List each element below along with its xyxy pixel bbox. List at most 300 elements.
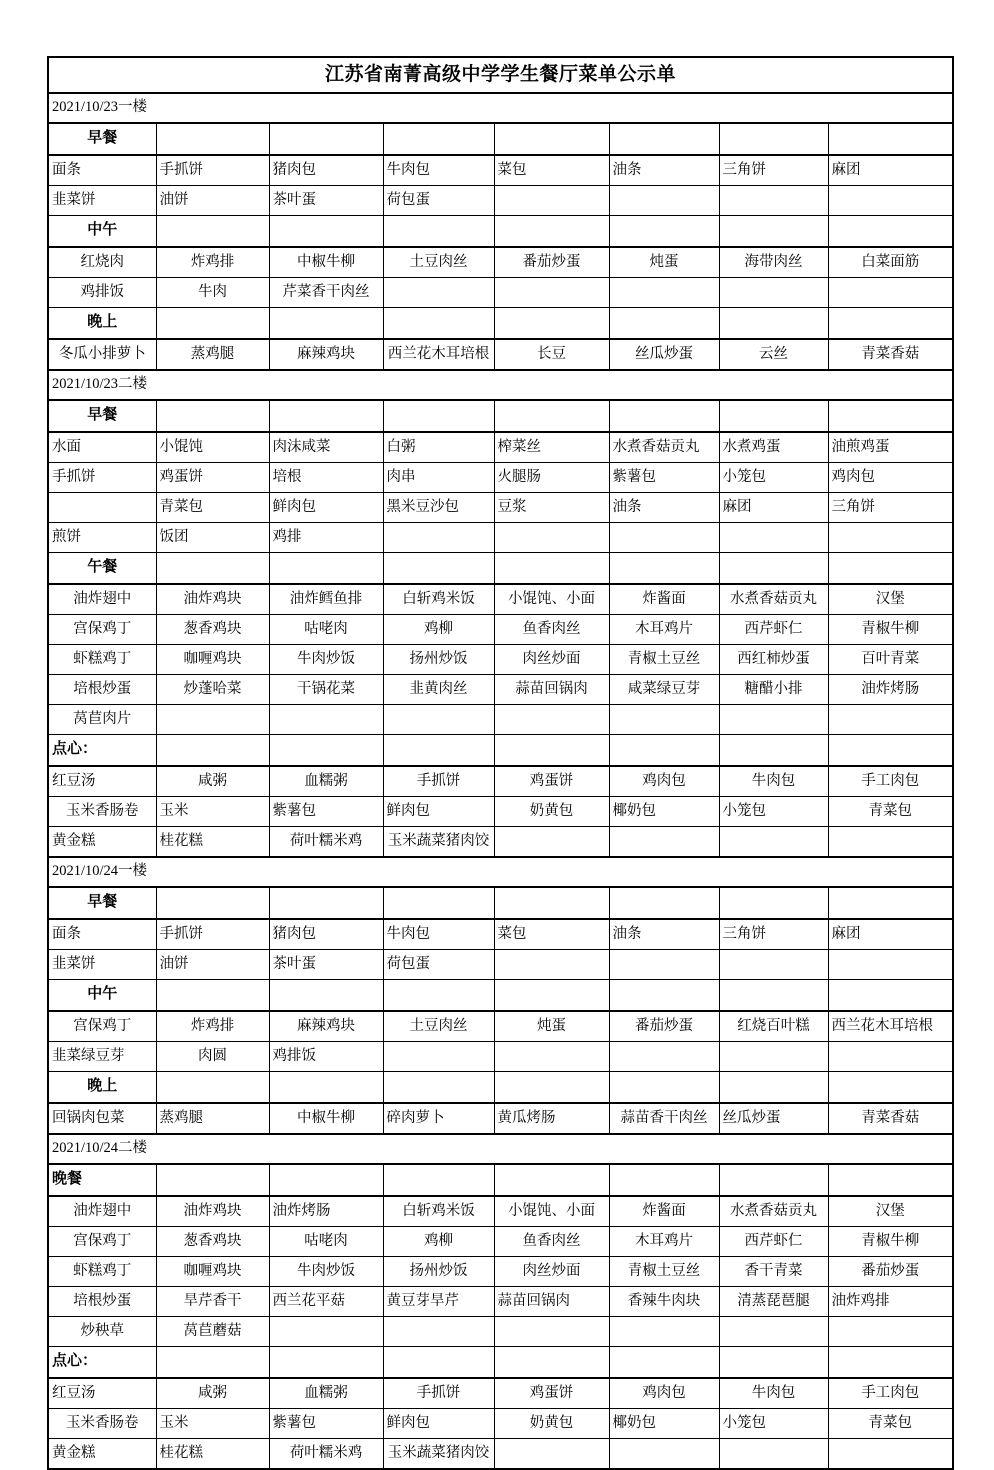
dish-cell: 玉米 (156, 797, 269, 827)
dish-cell: 青椒牛柳 (828, 615, 953, 645)
dish-cell: 西兰花木耳培根 (383, 339, 494, 370)
dish-cell: 油条 (609, 155, 719, 186)
dish-cell: 长豆 (494, 339, 609, 370)
meal-header-spacer (156, 1072, 269, 1104)
dish-cell: 蒸鸡腿 (156, 1103, 269, 1134)
dish-cell: 土豆肉丝 (383, 1011, 494, 1042)
meal-header-row (48, 1347, 953, 1379)
dish-cell: 肉沫咸菜 (269, 432, 383, 463)
meal-header-spacer (828, 1072, 953, 1104)
dish-cell: 培根 (269, 463, 383, 493)
dish-row (48, 1378, 953, 1409)
dish-row (48, 1409, 953, 1439)
meal-header-spacer (383, 553, 494, 585)
dish-cell-empty (383, 278, 494, 308)
dish-cell: 紫薯包 (269, 797, 383, 827)
dish-cell: 青菜香菇 (828, 1103, 953, 1134)
dish-cell-empty (269, 1317, 383, 1347)
dish-cell-empty (609, 278, 719, 308)
date-floor-label: 2021/10/24一楼 (48, 857, 953, 887)
meal-header-spacer (156, 735, 269, 767)
dish-cell: 清蒸琵琶腿 (719, 1287, 828, 1317)
dish-cell: 青菜包 (828, 797, 953, 827)
dish-cell: 小馄饨、小面 (494, 584, 609, 615)
meal-header-spacer (269, 887, 383, 919)
meal-header-row (48, 735, 953, 767)
dish-cell-empty (48, 493, 156, 523)
dish-cell: 鸡排饭 (269, 1042, 383, 1072)
dish-cell: 奶黄包 (494, 797, 609, 827)
dish-cell: 茶叶蛋 (269, 186, 383, 216)
dish-cell: 鲜肉包 (383, 797, 494, 827)
dish-row (48, 155, 953, 186)
dish-cell: 西芹虾仁 (719, 1227, 828, 1257)
dish-cell: 白菜面筋 (828, 247, 953, 278)
meal-label: 晚餐 (48, 1164, 156, 1196)
dish-cell: 饭团 (156, 523, 269, 553)
dish-row (48, 432, 953, 463)
dish-cell: 鲜肉包 (269, 493, 383, 523)
meal-header-spacer (828, 216, 953, 248)
meal-header-spacer (719, 308, 828, 340)
dish-cell: 煎饼 (48, 523, 156, 553)
meal-header-spacer (494, 1072, 609, 1104)
dish-cell: 油炸烤肠 (828, 675, 953, 705)
dish-cell: 咸粥 (156, 766, 269, 797)
date-row (48, 370, 953, 400)
dish-cell: 西兰花平菇 (269, 1287, 383, 1317)
dish-cell: 油条 (609, 919, 719, 950)
meal-header-spacer (156, 216, 269, 248)
meal-label: 早餐 (48, 400, 156, 432)
meal-header-row (48, 887, 953, 919)
dish-cell-empty (609, 1439, 719, 1470)
meal-header-spacer (609, 308, 719, 340)
dish-cell: 咖喱鸡块 (156, 1257, 269, 1287)
dish-cell-empty (269, 705, 383, 735)
date-floor-label: 2021/10/24二楼 (48, 1134, 953, 1164)
meal-header-spacer (828, 980, 953, 1012)
meal-header-spacer (719, 123, 828, 155)
meal-header-spacer (269, 735, 383, 767)
meal-header-spacer (383, 887, 494, 919)
dish-cell: 荷包蛋 (383, 950, 494, 980)
dish-cell: 咸粥 (156, 1378, 269, 1409)
dish-row (48, 950, 953, 980)
dish-cell: 玉米蔬菜猪肉饺 (383, 1439, 494, 1470)
dish-row (48, 919, 953, 950)
dish-cell: 面条 (48, 919, 156, 950)
meal-header-spacer (609, 216, 719, 248)
dish-cell-empty (828, 278, 953, 308)
dish-cell: 回锅肉包菜 (48, 1103, 156, 1134)
dish-cell: 丝瓜炒蛋 (719, 1103, 828, 1134)
dish-cell: 油煎鸡蛋 (828, 432, 953, 463)
dish-row (48, 463, 953, 493)
dish-cell: 芹菜香干肉丝 (269, 278, 383, 308)
dish-cell: 蒜苗香干肉丝 (609, 1103, 719, 1134)
dish-cell: 小馄饨、小面 (494, 1196, 609, 1227)
dish-cell: 鸡柳 (383, 1227, 494, 1257)
meal-header-spacer (494, 735, 609, 767)
meal-header-spacer (609, 123, 719, 155)
meal-header-spacer (269, 400, 383, 432)
dish-cell-empty (719, 705, 828, 735)
meal-header-spacer (383, 308, 494, 340)
dish-cell: 麻团 (719, 493, 828, 523)
dish-cell: 咕咾肉 (269, 615, 383, 645)
dish-cell-empty (828, 827, 953, 858)
meal-header-spacer (828, 400, 953, 432)
dish-cell: 扬州炒饭 (383, 645, 494, 675)
dish-cell: 鱼香肉丝 (494, 615, 609, 645)
dish-cell: 猪肉包 (269, 919, 383, 950)
meal-header-row (48, 400, 953, 432)
dish-cell: 手工肉包 (828, 766, 953, 797)
dish-cell: 番茄炒蛋 (828, 1257, 953, 1287)
dish-cell-empty (609, 523, 719, 553)
dish-cell: 榨菜丝 (494, 432, 609, 463)
meal-header-spacer (494, 1164, 609, 1196)
dish-cell: 香辣牛肉块 (609, 1287, 719, 1317)
dish-cell: 木耳鸡片 (609, 1227, 719, 1257)
dish-cell: 虾糕鸡丁 (48, 645, 156, 675)
dish-cell: 白斩鸡米饭 (383, 1196, 494, 1227)
meal-header-row (48, 216, 953, 248)
dish-cell: 炖蛋 (494, 1011, 609, 1042)
dish-cell: 荷叶糯米鸡 (269, 827, 383, 858)
meal-header-row (48, 1164, 953, 1196)
dish-cell: 手工肉包 (828, 1378, 953, 1409)
date-floor-label: 2021/10/23二楼 (48, 370, 953, 400)
dish-cell: 炒蓬哈菜 (156, 675, 269, 705)
dish-cell-empty (609, 1317, 719, 1347)
dish-cell: 麻辣鸡块 (269, 1011, 383, 1042)
dish-row (48, 1196, 953, 1227)
dish-cell: 肉丝炒面 (494, 1257, 609, 1287)
dish-cell: 油炸鳕鱼排 (269, 584, 383, 615)
dish-row (48, 339, 953, 370)
dish-cell-empty (609, 950, 719, 980)
dish-row (48, 523, 953, 553)
meal-header-spacer (609, 1072, 719, 1104)
meal-header-spacer (609, 553, 719, 585)
dish-cell: 扬州炒饭 (383, 1257, 494, 1287)
meal-header-spacer (719, 1164, 828, 1196)
meal-header-spacer (494, 553, 609, 585)
dish-cell: 荷叶糯米鸡 (269, 1439, 383, 1470)
date-row (48, 857, 953, 887)
dish-cell: 蒸鸡腿 (156, 339, 269, 370)
dish-cell-empty (828, 523, 953, 553)
meal-header-spacer (269, 216, 383, 248)
meal-header-spacer (494, 1347, 609, 1379)
dish-cell: 黑米豆沙包 (383, 493, 494, 523)
meal-header-spacer (156, 980, 269, 1012)
meal-header-spacer (156, 553, 269, 585)
dish-cell: 鸡蛋饼 (494, 1378, 609, 1409)
dish-cell: 牛肉包 (383, 155, 494, 186)
meal-header-spacer (383, 1164, 494, 1196)
dish-cell: 玉米香肠卷 (48, 797, 156, 827)
dish-cell: 香干青菜 (719, 1257, 828, 1287)
dish-cell: 小笼包 (719, 797, 828, 827)
dish-cell-empty (828, 186, 953, 216)
meal-header-spacer (383, 1347, 494, 1379)
dish-row (48, 186, 953, 216)
dish-cell: 汉堡 (828, 1196, 953, 1227)
meal-header-row (48, 123, 953, 155)
dish-cell: 白粥 (383, 432, 494, 463)
dish-cell: 小笼包 (719, 1409, 828, 1439)
dish-cell: 油炸翅中 (48, 584, 156, 615)
dish-cell: 炸酱面 (609, 1196, 719, 1227)
dish-cell-empty (719, 278, 828, 308)
dish-cell: 咖喱鸡块 (156, 645, 269, 675)
meal-header-spacer (383, 1072, 494, 1104)
dish-row (48, 584, 953, 615)
dish-cell-empty (609, 705, 719, 735)
dish-row (48, 247, 953, 278)
dish-row (48, 615, 953, 645)
dish-row (48, 827, 953, 858)
dish-cell: 奶黄包 (494, 1409, 609, 1439)
dish-cell: 椰奶包 (609, 797, 719, 827)
dish-cell: 牛肉 (156, 278, 269, 308)
dish-cell-empty (383, 1317, 494, 1347)
dish-cell-empty (494, 1042, 609, 1072)
dish-cell: 玉米香肠卷 (48, 1409, 156, 1439)
dish-cell: 水煮香菇贡丸 (719, 1196, 828, 1227)
dish-cell: 麻团 (828, 155, 953, 186)
dish-cell-empty (156, 705, 269, 735)
dish-cell: 椰奶包 (609, 1409, 719, 1439)
dish-row (48, 278, 953, 308)
meal-header-spacer (156, 1347, 269, 1379)
dish-cell: 云丝 (719, 339, 828, 370)
dish-cell: 西红柿炒蛋 (719, 645, 828, 675)
dish-cell: 菜包 (494, 919, 609, 950)
dish-cell: 面条 (48, 155, 156, 186)
meal-header-spacer (828, 553, 953, 585)
meal-header-spacer (156, 123, 269, 155)
dish-cell: 葱香鸡块 (156, 615, 269, 645)
dish-cell: 莴苣蘑菇 (156, 1317, 269, 1347)
dish-cell: 番茄炒蛋 (494, 247, 609, 278)
meal-header-spacer (609, 1164, 719, 1196)
dish-cell: 韭菜饼 (48, 186, 156, 216)
dish-cell: 白斩鸡米饭 (383, 584, 494, 615)
meal-header-spacer (269, 980, 383, 1012)
meal-header-spacer (269, 1347, 383, 1379)
dish-row (48, 1227, 953, 1257)
dish-cell: 水煮鸡蛋 (719, 432, 828, 463)
date-row (48, 1134, 953, 1164)
dish-cell: 木耳鸡片 (609, 615, 719, 645)
meal-label: 中午 (48, 980, 156, 1012)
dish-cell-empty (719, 1042, 828, 1072)
dish-row (48, 1011, 953, 1042)
meal-header-spacer (719, 735, 828, 767)
meal-header-spacer (383, 980, 494, 1012)
dish-cell: 蒜苗回锅肉 (494, 675, 609, 705)
dish-cell: 麻辣鸡块 (269, 339, 383, 370)
meal-header-spacer (719, 400, 828, 432)
dish-row (48, 1317, 953, 1347)
meal-header-spacer (609, 735, 719, 767)
dish-cell: 牛肉炒饭 (269, 1257, 383, 1287)
meal-header-spacer (269, 1164, 383, 1196)
dish-cell: 土豆肉丝 (383, 247, 494, 278)
meal-header-spacer (609, 1347, 719, 1379)
dish-row (48, 797, 953, 827)
meal-header-spacer (828, 123, 953, 155)
meal-header-spacer (494, 123, 609, 155)
meal-header-spacer (719, 980, 828, 1012)
dish-cell: 豆浆 (494, 493, 609, 523)
dish-row (48, 1287, 953, 1317)
meal-header-spacer (828, 1347, 953, 1379)
dish-cell: 培根炒蛋 (48, 675, 156, 705)
dish-cell-empty (494, 1317, 609, 1347)
meal-header-spacer (269, 308, 383, 340)
meal-header-spacer (383, 123, 494, 155)
dish-cell: 鸡蛋饼 (156, 463, 269, 493)
dish-cell: 桂花糕 (156, 827, 269, 858)
dish-cell: 猪肉包 (269, 155, 383, 186)
dish-cell: 水煮香菇贡丸 (719, 584, 828, 615)
dish-cell: 紫薯包 (269, 1409, 383, 1439)
dish-cell-empty (494, 827, 609, 858)
dish-cell: 玉米蔬菜猪肉饺 (383, 827, 494, 858)
meal-header-spacer (383, 400, 494, 432)
dish-cell: 油饼 (156, 186, 269, 216)
dish-cell: 油炸鸡排 (828, 1287, 953, 1317)
dish-cell: 炖蛋 (609, 247, 719, 278)
meal-header-spacer (156, 887, 269, 919)
dish-cell: 鲜肉包 (383, 1409, 494, 1439)
dish-cell: 旱芹香干 (156, 1287, 269, 1317)
dish-cell: 油炸鸡块 (156, 584, 269, 615)
dish-cell: 番茄炒蛋 (609, 1011, 719, 1042)
dish-cell-empty (494, 278, 609, 308)
dish-cell: 葱香鸡块 (156, 1227, 269, 1257)
dish-cell: 黄金糕 (48, 1439, 156, 1470)
dish-cell: 炒秧草 (48, 1317, 156, 1347)
dish-cell: 牛肉包 (719, 766, 828, 797)
dish-cell: 鱼香肉丝 (494, 1227, 609, 1257)
meal-header-row (48, 308, 953, 340)
dish-cell: 青椒土豆丝 (609, 645, 719, 675)
dish-cell: 青椒牛柳 (828, 1227, 953, 1257)
dish-cell: 油条 (609, 493, 719, 523)
meal-header-spacer (719, 216, 828, 248)
dish-cell: 水煮香菇贡丸 (609, 432, 719, 463)
meal-header-spacer (269, 553, 383, 585)
meal-header-spacer (828, 1164, 953, 1196)
dish-cell-empty (383, 705, 494, 735)
dish-cell-empty (719, 1439, 828, 1470)
dish-cell: 咸菜绿豆芽 (609, 675, 719, 705)
dish-cell: 西芹虾仁 (719, 615, 828, 645)
meal-header-row (48, 1072, 953, 1104)
dish-cell: 肉串 (383, 463, 494, 493)
meal-header-spacer (156, 400, 269, 432)
meal-label: 午餐 (48, 553, 156, 585)
dish-cell-empty (828, 1042, 953, 1072)
meal-header-spacer (609, 887, 719, 919)
dish-cell: 青菜包 (828, 1409, 953, 1439)
dish-cell: 碎肉萝卜 (383, 1103, 494, 1134)
meal-label: 点心： (48, 735, 156, 767)
dish-cell: 炸鸡排 (156, 1011, 269, 1042)
dish-cell: 牛肉炒饭 (269, 645, 383, 675)
dish-row (48, 675, 953, 705)
dish-cell: 宫保鸡丁 (48, 1227, 156, 1257)
meal-header-spacer (828, 887, 953, 919)
dish-cell-empty (609, 1042, 719, 1072)
meal-header-spacer (269, 123, 383, 155)
dish-cell: 手抓饼 (383, 1378, 494, 1409)
dish-cell: 培根炒蛋 (48, 1287, 156, 1317)
dish-cell: 紫薯包 (609, 463, 719, 493)
dish-cell: 蒜苗回锅肉 (494, 1287, 609, 1317)
dish-cell-empty (494, 186, 609, 216)
dish-cell: 血糯粥 (269, 1378, 383, 1409)
dish-row (48, 766, 953, 797)
dish-cell: 干锅花菜 (269, 675, 383, 705)
meal-header-spacer (269, 1072, 383, 1104)
dish-cell: 茶叶蛋 (269, 950, 383, 980)
dish-cell-empty (719, 1317, 828, 1347)
dish-cell: 红豆汤 (48, 1378, 156, 1409)
dish-cell: 手抓饼 (156, 919, 269, 950)
dish-cell: 咕咾肉 (269, 1227, 383, 1257)
dish-cell: 炸鸡排 (156, 247, 269, 278)
dish-cell: 宫保鸡丁 (48, 1011, 156, 1042)
dish-cell-empty (828, 1317, 953, 1347)
dish-cell: 牛肉包 (383, 919, 494, 950)
meal-header-spacer (494, 980, 609, 1012)
dish-cell-empty (494, 705, 609, 735)
dish-cell: 鸡肉包 (828, 463, 953, 493)
dish-cell-empty (719, 827, 828, 858)
dish-cell: 水面 (48, 432, 156, 463)
meal-header-spacer (719, 887, 828, 919)
dish-cell: 海带肉丝 (719, 247, 828, 278)
meal-label: 早餐 (48, 887, 156, 919)
meal-label: 晚上 (48, 308, 156, 340)
dish-cell: 鸡排饭 (48, 278, 156, 308)
meal-header-spacer (494, 400, 609, 432)
dish-cell: 火腿肠 (494, 463, 609, 493)
meal-header-spacer (719, 1072, 828, 1104)
dish-cell: 油饼 (156, 950, 269, 980)
meal-header-row (48, 553, 953, 585)
meal-header-spacer (156, 308, 269, 340)
dish-cell: 菜包 (494, 155, 609, 186)
document-title: 江苏省南菁高级中学学生餐厅菜单公示单 (48, 57, 953, 93)
meal-header-spacer (494, 216, 609, 248)
dish-cell: 韭菜绿豆芽 (48, 1042, 156, 1072)
dish-row (48, 493, 953, 523)
meal-label: 早餐 (48, 123, 156, 155)
dish-cell: 鸡肉包 (609, 1378, 719, 1409)
meal-header-spacer (828, 308, 953, 340)
dish-cell: 西兰花木耳培根 (828, 1011, 953, 1042)
dish-cell: 青椒土豆丝 (609, 1257, 719, 1287)
dish-cell: 鸡柳 (383, 615, 494, 645)
